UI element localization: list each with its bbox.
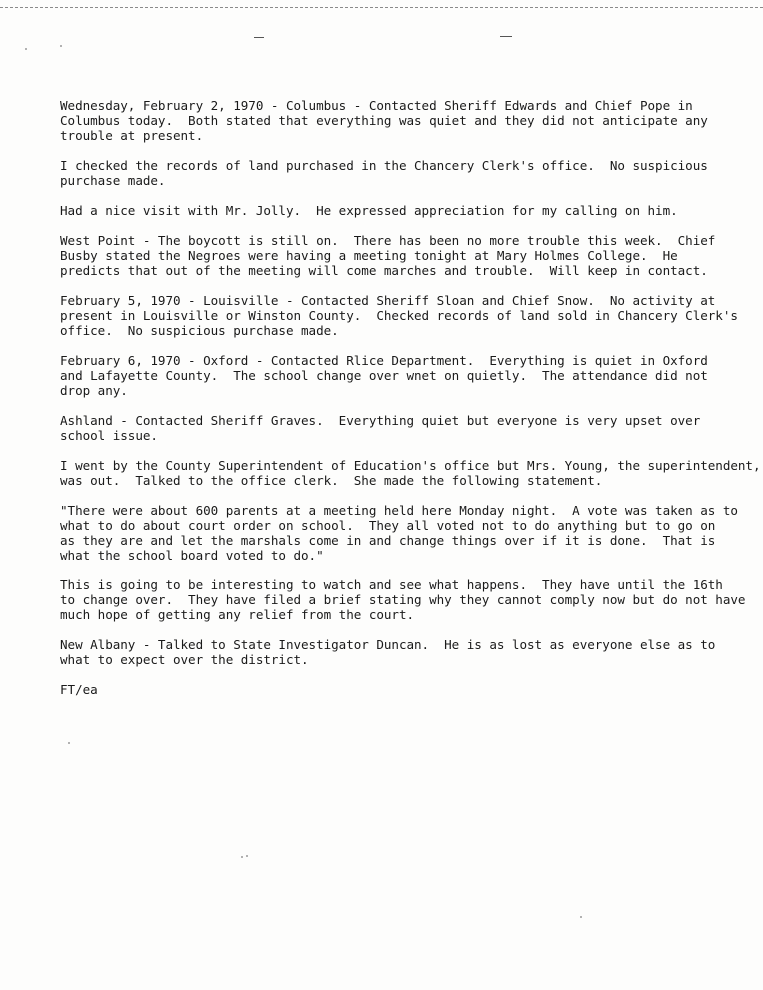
paragraph-west-point: West Point - The boycott is still on. There has been no more trouble this week. Chief Busby stated the Negroes were having a meeting tonight at Mary Holmes College. He predicts that out of the meeting will come marches and trouble. Will keep in contact. <box>60 233 716 278</box>
paragraph-oxford: February 6, 1970 - Oxford - Contacted Rlice Department. Everything is quiet in Oxford and Lafayette County. The school change over wnet on quietly. The attendance did not drop any. <box>60 353 708 398</box>
scan-speck <box>68 742 70 744</box>
paragraph-louisville: February 5, 1970 - Louisville - Contacted Sheriff Sloan and Chief Snow. No activity at present in Louisville or Winston County. Checked records of land sold in Chancery Clerk's office. No suspicious purchase made. <box>60 293 738 338</box>
paragraph-land-records: I checked the records of land purchased in the Chancery Clerk's office. No suspicious purchase made. <box>60 158 708 188</box>
header-mark-left <box>254 37 264 38</box>
paragraph-ashland: Ashland - Contacted Sheriff Graves. Everything quiet but everyone is very upset over school issue. <box>60 413 701 443</box>
header-mark-right <box>500 36 512 37</box>
scan-speck <box>580 916 582 918</box>
paragraph-superintendent-office: I went by the County Superintendent of Education's office but Mrs. Young, the superintendent, was out. Talked to the office clerk. She made the following statement. <box>60 458 761 488</box>
paragraph-outlook: This is going to be interesting to watch and see what happens. They have until the 16th to change over. They have filed a brief stating why they cannot comply now but do not have much hope of getting any relief from the court. <box>60 577 746 622</box>
scan-speck <box>241 856 243 858</box>
paragraph-jolly-visit: Had a nice visit with Mr. Jolly. He expressed appreciation for my calling on him. <box>60 203 678 218</box>
scan-speck <box>60 45 62 47</box>
paragraph-clerk-statement: "There were about 600 parents at a meeting held here Monday night. A vote was taken as to what to do about court order on school. They all voted not to do anything but to go on as they are and let the marshals come in and change things over if it is done. That is what the school board voted to do." <box>60 503 738 563</box>
paragraph-new-albany: New Albany - Talked to State Investigator Duncan. He is as lost as everyone else as to what to expect over the district. <box>60 637 716 667</box>
scan-speck <box>25 48 27 50</box>
scan-edge <box>0 0 763 8</box>
paragraph-columbus: Wednesday, February 2, 1970 - Columbus - Contacted Sheriff Edwards and Chief Pope in Columbus today. Both stated that everything was quiet and they did not anticipate any trouble at present. <box>60 98 708 143</box>
scan-speck <box>246 855 248 857</box>
reference-initials: FT/ea <box>60 682 98 697</box>
